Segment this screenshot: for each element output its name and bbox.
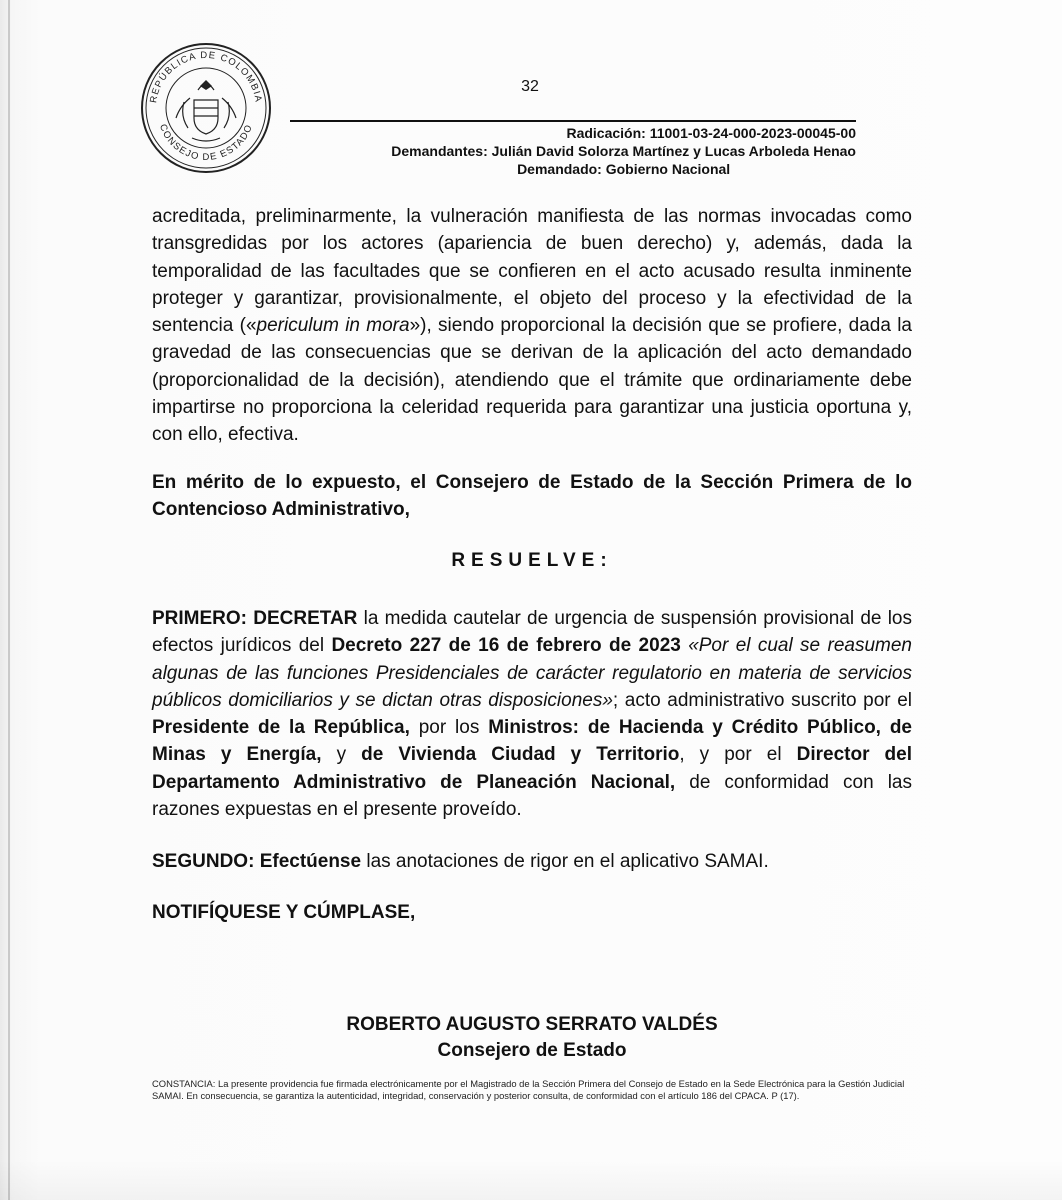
case-header bbox=[391, 124, 856, 178]
signer-title: Consejero de Estado bbox=[437, 1040, 627, 1061]
bold-text: PRIMERO: DECRETAR bbox=[152, 608, 358, 629]
bold-text: Efectúense bbox=[259, 851, 362, 872]
demandantes: Demandantes: Julián David Solorza Martínez y Lucas Arboleda Henao bbox=[391, 143, 856, 159]
resuelve-heading: RESUELVE: bbox=[451, 550, 613, 571]
page-bottom-shadow bbox=[0, 1160, 1062, 1200]
bold-text: Presidente de la República, bbox=[152, 717, 410, 739]
text-span: de conformidad con las razones expuestas en el presente proveído. bbox=[152, 771, 912, 821]
bold-text: Ministros: de Hacienda y Crédito Público, de Minas y Energía, bbox=[152, 717, 912, 766]
constancia-note: CONSTANCIA: La presente providencia fue firmada electrónicamente por el Magistrado de la Sección Primera del Consejo de Estado en la Sede Electrónica para la Gestión Judicial SAMAI. En consecuencia, se garantiza la autenticidad, integridad, conservación y posterior consulta, de conformidad con el artículo 186 del CPACA. P (17). bbox=[152, 1078, 905, 1101]
notifiquese-closing: NOTIFÍQUESE Y CÚMPLASE, bbox=[152, 902, 416, 923]
text-span: acreditada, preliminarmente, la vulneración manifiesta de las normas invocadas como transgredidas por los actores (apariencia de buen derecho) y, además, dada la temporalidad de las facultades que se confieren en el acto acusado resulta inminente proteger y garantizar, provisionalmente, el objeto del proceso y la efectividad de la sentencia (« bbox=[152, 206, 912, 337]
text-span: las anotaciones de rigor en el aplicativo SAMAI. bbox=[361, 851, 769, 872]
italic-term: periculum in mora bbox=[256, 315, 410, 337]
page-edge bbox=[8, 0, 10, 1200]
text-span: por los bbox=[409, 717, 489, 739]
paragraph-considerations bbox=[152, 203, 912, 449]
svg-text:CONSEJO DE ESTADO: CONSEJO DE ESTADO bbox=[156, 122, 256, 164]
text-span: , y por el bbox=[679, 744, 797, 766]
bold-text: de Vivienda Ciudad y Territorio bbox=[361, 744, 680, 766]
bold-text: Director del Departamento Administrativo de Planeación Nacional, bbox=[152, 744, 912, 793]
radicacion: Radicación: 11001-03-24-000-2023-00045-00 bbox=[566, 125, 856, 141]
signer-name: ROBERTO AUGUSTO SERRATO VALDÉS bbox=[346, 1014, 718, 1035]
header-rule bbox=[290, 120, 856, 122]
signature-block bbox=[152, 1012, 912, 1064]
paragraph-segundo bbox=[152, 848, 912, 875]
italic-text: «Por el cual se reasumen algunas de las funciones Presidenciales de carácter regulatorio en materia de servicios públicos domiciliarios y se dictan otras disposiciones» bbox=[152, 635, 912, 711]
paragraph-merito: En mérito de lo expuesto, el Consejero de Estado de la Sección Primera de lo Contencioso Administrativo, bbox=[152, 472, 912, 521]
text-span: la medida cautelar de urgencia de suspensión provisional de los efectos jurídicos del bbox=[152, 608, 912, 657]
text-span: »), siendo proporcional la decisión que se profiere, dada la gravedad de las consecuencias que se derivan de la aplicación del acto demandado (proporcionalidad de la decisión), atendiendo que el trámite que ordinariamente debe impartirse no proporciona la celeridad requerida para garantizar una justicia oportuna y, con ello, efectiva. bbox=[152, 315, 913, 446]
demandado: Demandado: Gobierno Nacional bbox=[517, 161, 731, 177]
paragraph-primero bbox=[152, 605, 912, 823]
svg-text:REPÚBLICA DE COLOMBIA: REPÚBLICA DE COLOMBIA bbox=[148, 49, 264, 104]
bold-text: Decreto 227 de 16 de febrero de 2023 bbox=[331, 635, 681, 657]
text-span: ; acto administrativo suscrito por el bbox=[612, 689, 912, 711]
text-span: y bbox=[321, 744, 362, 766]
page-number: 32 bbox=[521, 78, 539, 95]
bold-text: SEGUNDO: bbox=[152, 851, 255, 872]
consejo-de-estado-seal bbox=[140, 42, 272, 174]
